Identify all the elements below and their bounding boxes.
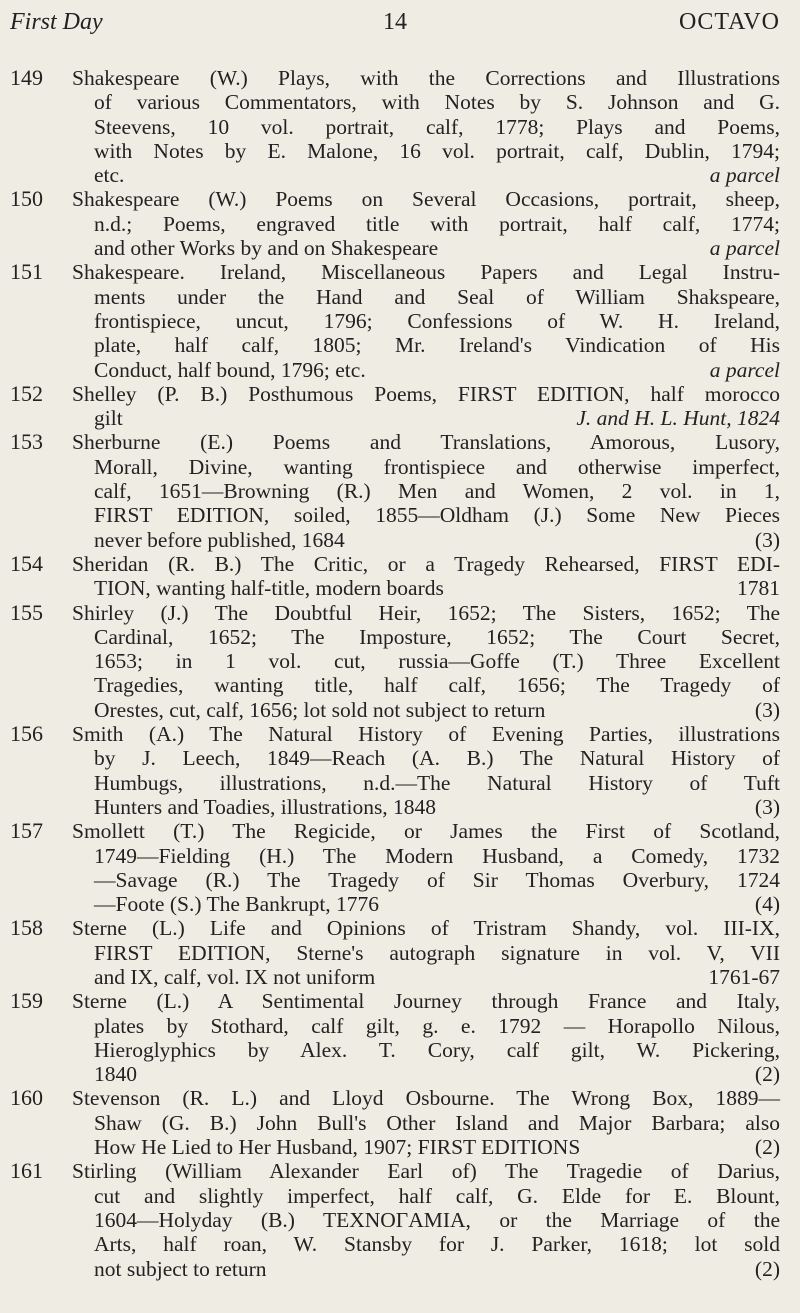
lot-entry (0, 552, 800, 601)
lot-description (72, 819, 780, 916)
description-last-line (72, 406, 780, 430)
lot-number: 155 (10, 599, 43, 625)
description-line: Stirling (William Alexander Earl of) The Tragedie of Darius, (72, 1159, 780, 1184)
description-line-end: Orestes, cut, calf, 1656; lot sold not subject to return (94, 697, 546, 722)
description-line: by J. Leech, 1849—Reach (A. B.) The Natural History of (94, 746, 780, 771)
lot-number: 151 (10, 259, 43, 285)
description-line: Tragedies, wanting title, half calf, 1656; The Tragedy of (94, 673, 780, 698)
lot-description (72, 1086, 780, 1159)
lot-number: 157 (10, 818, 43, 844)
lot-entry (0, 66, 800, 187)
lot-description (72, 66, 780, 187)
lot-number: 156 (10, 721, 43, 747)
description-line-end: —Foote (S.) The Bankrupt, 1776 (94, 892, 380, 917)
lot-entry (0, 430, 800, 551)
description-line: Shirley (J.) The Doubtful Heir, 1652; The Sisters, 1652; The (72, 600, 780, 625)
description-line: cut and slightly imperfect, half calf, G. Elde for E. Blount, (94, 1183, 780, 1208)
lot-number: 158 (10, 915, 43, 941)
description-line: Steevens, 10 vol. portrait, calf, 1778; Plays and Poems, (94, 114, 780, 139)
description-line: of various Commentators, with Notes by S. Johnson and G. (94, 90, 780, 115)
description-line: Hieroglyphics by Alex. T. Cory, calf gilt, W. Pickering, (94, 1037, 780, 1062)
description-line: Sheridan (R. B.) The Critic, or a Tragedy Rehearsed, FIRST EDI- (72, 551, 780, 576)
description-line: Morall, Divine, wanting frontispiece and otherwise imperfect, (94, 454, 780, 479)
lot-description (72, 382, 780, 431)
description-line: Arts, half roan, W. Stansby for J. Parker, 1618; lot sold (94, 1232, 780, 1257)
description-line: Shakespeare (W.) Plays, with the Corrections and Illustrations (72, 66, 780, 90)
description-line: —Savage (R.) The Tragedy of Sir Thomas Overbury, 1724 (94, 867, 780, 892)
description-line: Shakespeare (W.) Poems on Several Occasions, portrait, sheep, (72, 187, 780, 212)
lot-description (72, 260, 780, 381)
description-line: plates by Stothard, calf gilt, g. e. 1792 — Horapollo Nilous, (94, 1013, 780, 1038)
lot-description (72, 989, 780, 1086)
lot-quantity-note: J. and H. L. Hunt, 1824 (576, 406, 780, 431)
description-line-end: Hunters and Toadies, illustrations, 1848 (94, 794, 437, 819)
description-line: Shelley (P. B.) Posthumous Poems, FIRST EDITION, half morocco (72, 381, 780, 406)
lot-description (72, 552, 780, 601)
description-last-line (72, 698, 780, 722)
description-line: 1653; in 1 vol. cut, russia—Goffe (T.) Three Excellent (94, 649, 780, 674)
lot-quantity-note: a parcel (709, 357, 780, 382)
description-last-line (72, 965, 780, 989)
description-line: Sterne (L.) A Sentimental Journey through France and Italy, (72, 989, 780, 1014)
lot-description (72, 187, 780, 260)
description-line: FIRST EDITION, soiled, 1855—Oldham (J.) Some New Pieces (94, 503, 780, 528)
description-line: Sterne (L.) Life and Opinions of Tristram Shandy, vol. III-IX, (72, 916, 780, 941)
day-label: First Day (10, 9, 103, 35)
lot-entry (0, 819, 800, 916)
lot-quantity-note: (2) (754, 1256, 780, 1281)
lot-entry (0, 1159, 800, 1280)
description-line-end: and IX, calf, vol. IX not uniform (94, 964, 376, 989)
lot-quantity-note: a parcel (709, 236, 780, 261)
description-line-end: never before published, 1684 (94, 527, 345, 552)
description-line-end: etc. (94, 163, 125, 188)
description-line: FIRST EDITION, Sterne's autograph signature in vol. V, VII (94, 940, 780, 965)
description-line-end: Conduct, half bound, 1796; etc. (94, 357, 366, 382)
description-line-end: How He Lied to Her Husband, 1907; FIRST EDITIONS (94, 1135, 581, 1160)
description-line-end: not subject to return (94, 1256, 267, 1281)
description-line: plate, half calf, 1805; Mr. Ireland's Vindication of His (94, 333, 780, 358)
lot-number: 161 (10, 1158, 43, 1184)
format-label: OCTAVO (679, 9, 780, 35)
description-line: n.d.; Poems, engraved title with portrait, half calf, 1774; (94, 211, 780, 236)
description-line: calf, 1651—Browning (R.) Men and Women, 2 vol. in 1, (94, 479, 780, 504)
description-last-line (72, 163, 780, 187)
lot-entry (0, 989, 800, 1086)
page-number: 14 (383, 9, 407, 35)
description-line: Sherburne (E.) Poems and Translations, Amorous, Lusory, (72, 430, 780, 455)
description-last-line (72, 576, 780, 600)
lot-description (72, 430, 780, 551)
lot-quantity-note: (3) (754, 794, 780, 819)
description-line: Stevenson (R. L.) and Lloyd Osbourne. The Wrong Box, 1889— (72, 1086, 780, 1111)
lot-number: 159 (10, 988, 43, 1014)
lot-quantity-note: (2) (754, 1062, 780, 1087)
description-last-line (72, 1135, 780, 1159)
description-line-end: TION, wanting half-title, modern boards (94, 576, 444, 601)
page-header (10, 4, 780, 40)
lot-quantity-note: 1781 (737, 576, 780, 601)
description-line: ments under the Hand and Seal of William Shakspeare, (94, 284, 780, 309)
lot-number: 154 (10, 550, 43, 576)
description-last-line (72, 892, 780, 916)
description-line: Shaw (G. B.) John Bull's Other Island and Major Barbara; also (94, 1110, 780, 1135)
description-line: Smith (A.) The Natural History of Evening Parties, illustrations (72, 722, 780, 747)
description-last-line (72, 528, 780, 552)
lot-description (72, 722, 780, 819)
lot-description (72, 916, 780, 989)
description-line: Humbugs, illustrations, n.d.—The Natural History of Tuft (94, 770, 780, 795)
lot-entry (0, 187, 800, 260)
lot-list (0, 66, 800, 1281)
lot-entry (0, 260, 800, 381)
lot-number: 149 (10, 65, 43, 90)
lot-number: 160 (10, 1085, 43, 1111)
description-line: 1604—Holyday (B.) TEXNOΓAMIA, or the Marriage of the (94, 1207, 780, 1232)
lot-description (72, 601, 780, 722)
lot-entry (0, 722, 800, 819)
lot-quantity-note: (3) (754, 527, 780, 552)
lot-quantity-note: (3) (754, 697, 780, 722)
lot-quantity-note: (2) (754, 1135, 780, 1160)
lot-number: 150 (10, 186, 43, 212)
lot-entry (0, 1086, 800, 1159)
description-line: with Notes by E. Malone, 16 vol. portrait, calf, Dublin, 1794; (94, 138, 780, 163)
lot-entry (0, 916, 800, 989)
description-line-end: 1840 (94, 1062, 137, 1087)
description-line: Smollett (T.) The Regicide, or James the First of Scotland, (72, 819, 780, 844)
description-last-line (72, 358, 780, 382)
lot-quantity-note: a parcel (709, 163, 780, 188)
description-last-line (72, 236, 780, 260)
description-last-line (72, 1062, 780, 1086)
description-line-end: and other Works by and on Shakespeare (94, 236, 439, 261)
description-line-end: gilt (94, 406, 123, 431)
description-line: frontispiece, uncut, 1796; Confessions of W. H. Ireland, (94, 308, 780, 333)
description-line: 1749—Fielding (H.) The Modern Husband, a Comedy, 1732 (94, 843, 780, 868)
lot-entry (0, 382, 800, 431)
lot-number: 152 (10, 380, 43, 406)
lot-entry (0, 601, 800, 722)
description-last-line (72, 795, 780, 819)
description-line: Shakespeare. Ireland, Miscellaneous Papers and Legal Instru- (72, 260, 780, 285)
lot-description (72, 1159, 780, 1280)
description-last-line (72, 1257, 780, 1281)
lot-number: 153 (10, 429, 43, 455)
lot-quantity-note: 1761-67 (708, 964, 780, 989)
lot-quantity-note: (4) (754, 892, 780, 917)
description-line: Cardinal, 1652; The Imposture, 1652; The Court Secret, (94, 624, 780, 649)
